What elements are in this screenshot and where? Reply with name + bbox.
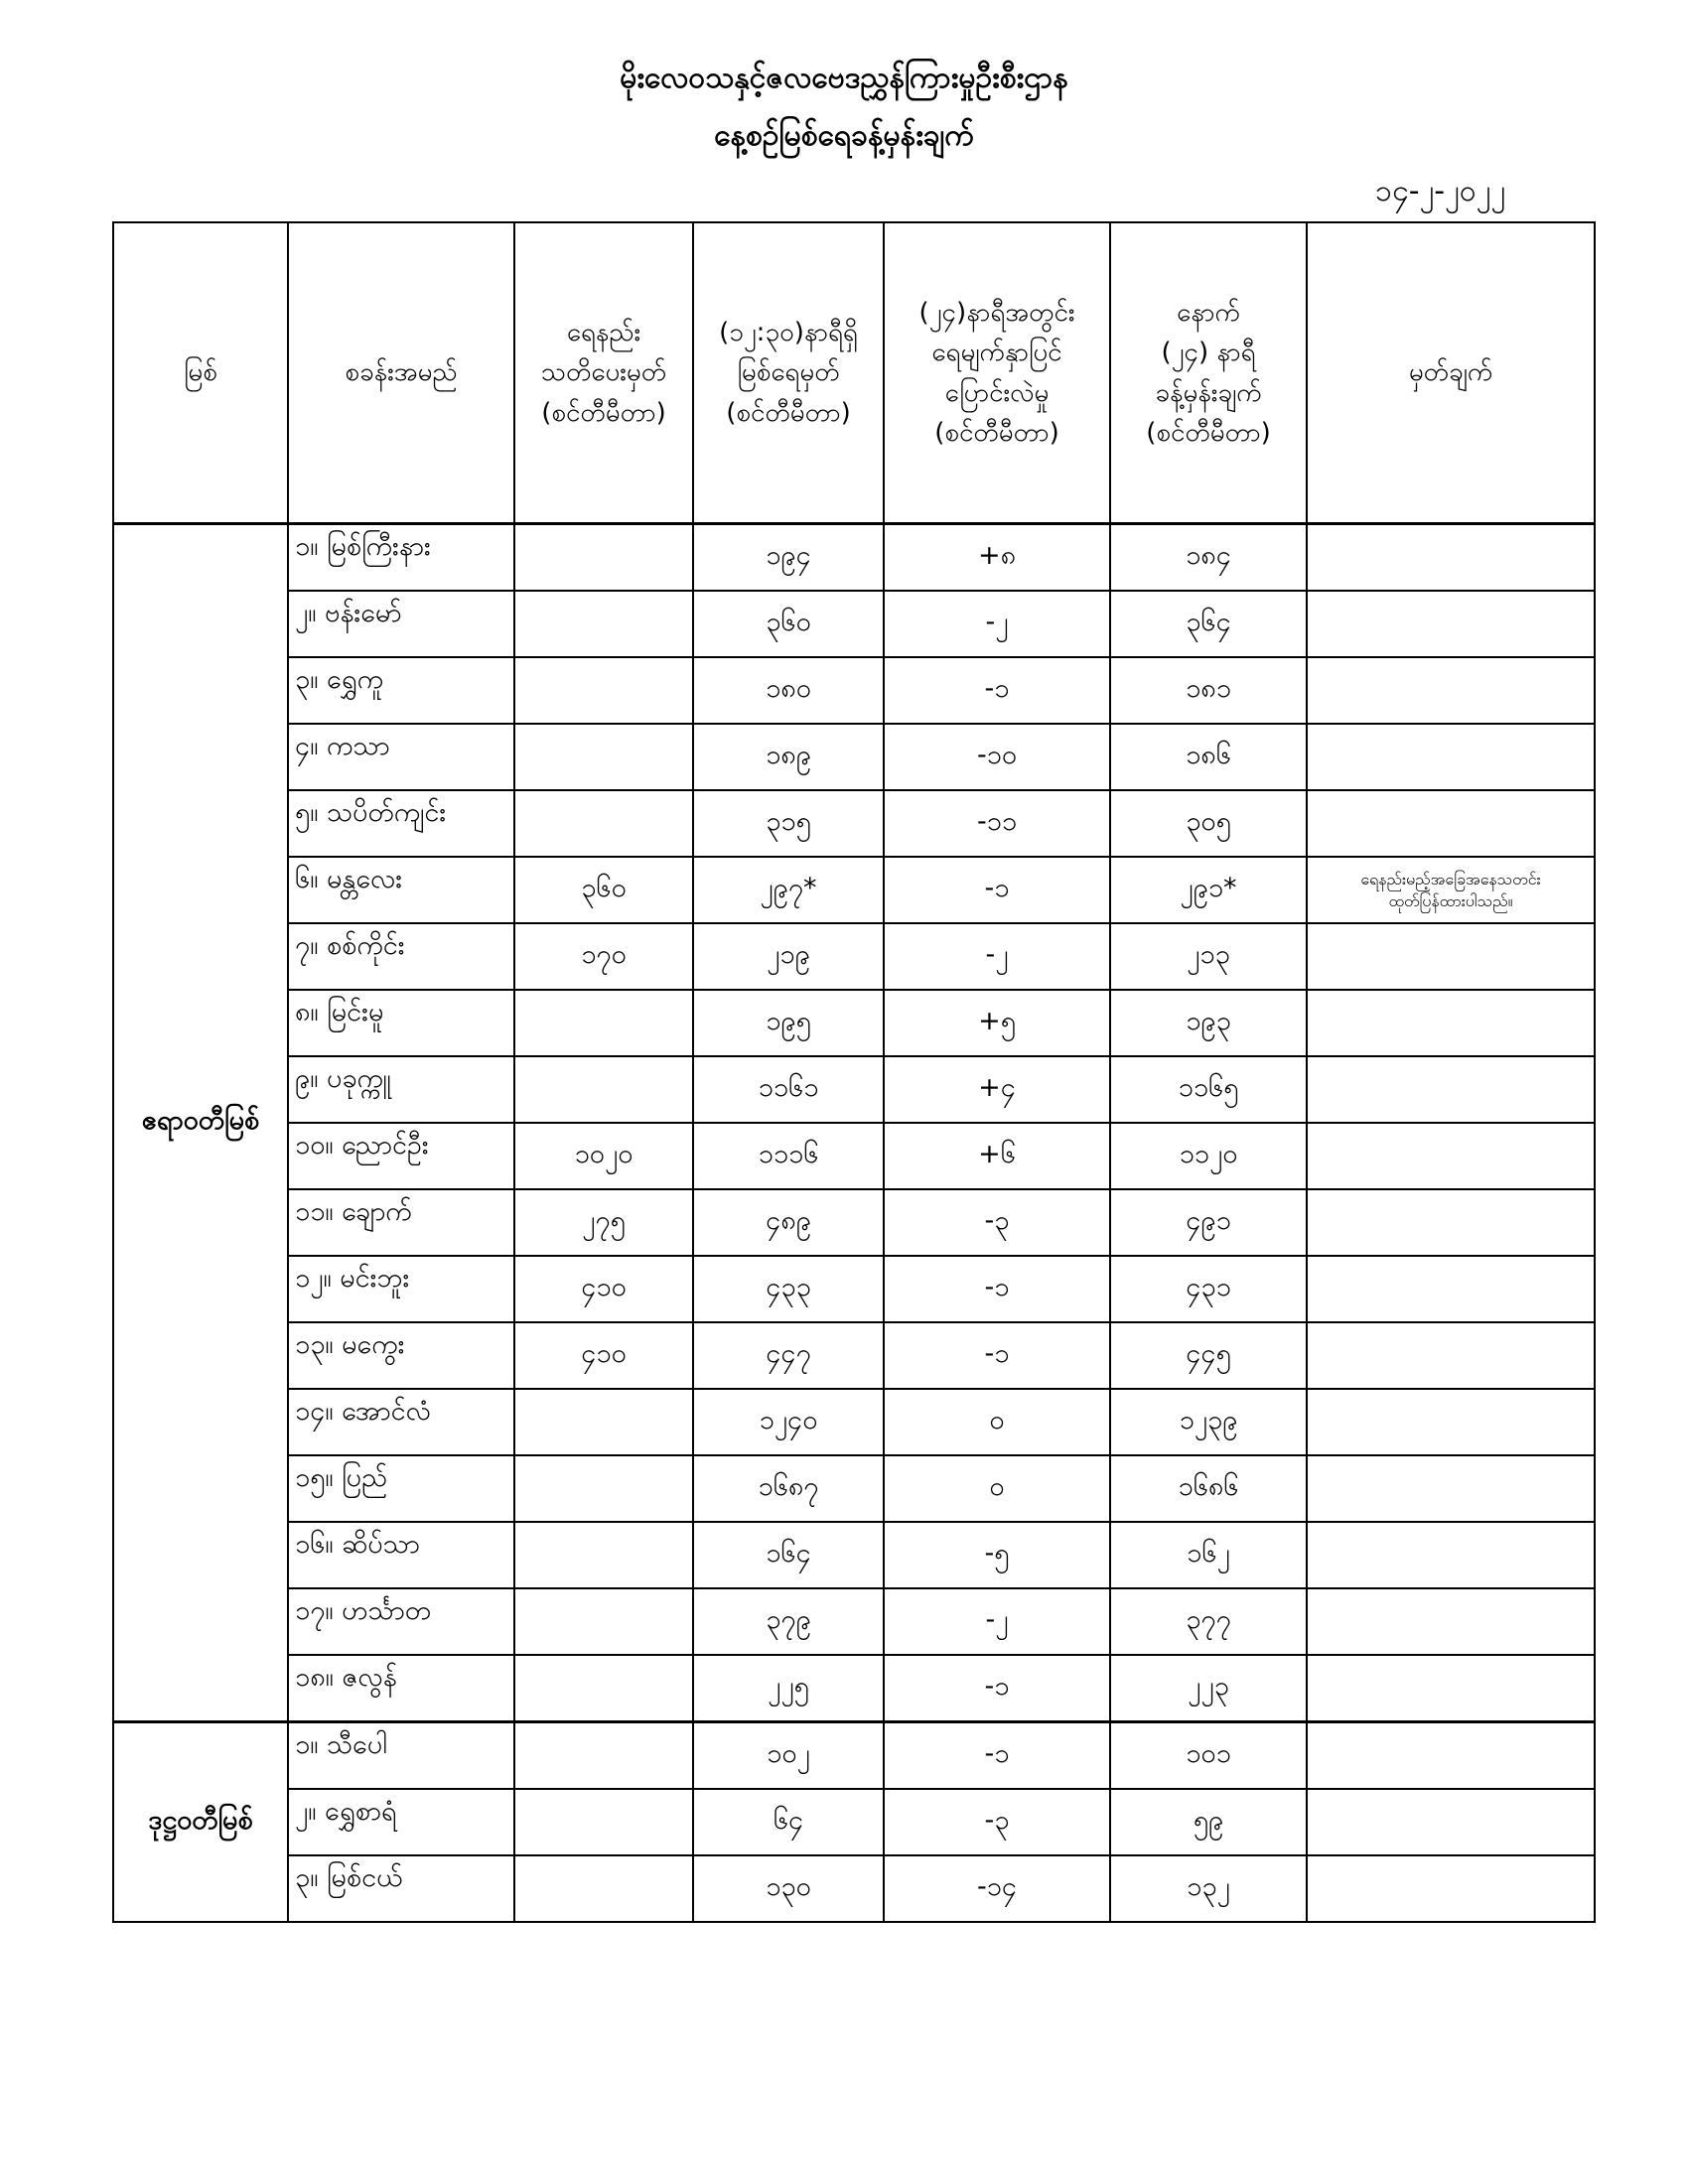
table-row [113, 1855, 1595, 1922]
station-cell: ၁။ သီပေါ [288, 1722, 514, 1790]
forecast-cell: ၂၂၃ [1110, 1655, 1307, 1722]
table-row [113, 1655, 1595, 1722]
remark-cell [1307, 1389, 1595, 1455]
water-level-cell: ၁၆၄ [693, 1522, 884, 1588]
station-cell: ၁၇။ ဟင်္သာတ [288, 1588, 514, 1655]
change-cell: -၁ [884, 857, 1110, 923]
remark-cell [1307, 790, 1595, 857]
change-cell: ၀ [884, 1455, 1110, 1522]
report-date: ၁၄-၂-၂၀၂၂ [1375, 174, 1506, 208]
remark-line: ရေနည်းမည့်အခြေအနေသတင်း [1360, 869, 1541, 888]
danger-level-cell [514, 790, 693, 857]
header-row [113, 222, 1595, 524]
table-row [113, 1588, 1595, 1655]
water-level-cell: ၁၈၉ [693, 724, 884, 790]
remark-cell [1307, 1455, 1595, 1522]
change-cell: -၁ [884, 1655, 1110, 1722]
water-level-cell: ၁၉၅ [693, 990, 884, 1056]
station-cell: ၁၃။ မကွေး [288, 1322, 514, 1389]
change-cell: -၁၁ [884, 790, 1110, 857]
change-cell: -၂ [884, 591, 1110, 657]
remark-cell [1307, 1655, 1595, 1722]
table-row [113, 1123, 1595, 1189]
water-level-cell: ၃၇၉ [693, 1588, 884, 1655]
station-cell: ၄။ ကသာ [288, 724, 514, 790]
change-cell: -၃ [884, 1189, 1110, 1256]
table-row [113, 1789, 1595, 1855]
header-forecast: နောက် (၂၄) နာရီ ခန့်မှန်းချက် (စင်တီမီတာ) [1110, 222, 1307, 524]
danger-level-cell: ၁၀၂၀ [514, 1123, 693, 1189]
water-level-cell: ၂၁၉ [693, 923, 884, 990]
water-level-cell: ၃၁၅ [693, 790, 884, 857]
forecast-cell: ၁၉၃ [1110, 990, 1307, 1056]
forecast-cell: ၁၈၁ [1110, 657, 1307, 724]
danger-level-cell [514, 524, 693, 592]
danger-level-cell: ၄၁၀ [514, 1256, 693, 1322]
table-row [113, 1455, 1595, 1522]
remark-cell [1307, 1789, 1595, 1855]
remark-cell [1307, 1123, 1595, 1189]
remark-cell [1307, 1056, 1595, 1123]
forecast-cell: ၂၁၃ [1110, 923, 1307, 990]
header-remark: မှတ်ချက် [1307, 222, 1595, 524]
danger-level-cell [514, 1855, 693, 1922]
water-level-cell: ၂၉၇* [693, 857, 884, 923]
remark-cell [1307, 591, 1595, 657]
danger-level-cell [514, 591, 693, 657]
water-level-cell: ၁၆၈၇ [693, 1455, 884, 1522]
forecast-cell: ၁၈၆ [1110, 724, 1307, 790]
change-cell: -၁ [884, 657, 1110, 724]
danger-level-cell: ၄၁၀ [514, 1322, 693, 1389]
change-cell: -၁ [884, 1722, 1110, 1790]
table-row [113, 1322, 1595, 1389]
forecast-cell: ၃၀၅ [1110, 790, 1307, 857]
table-row [113, 524, 1595, 592]
table-row [113, 1722, 1595, 1790]
change-cell: +၆ [884, 1123, 1110, 1189]
table-row [113, 990, 1595, 1056]
remark-cell [1307, 857, 1595, 923]
water-level-cell: ၄၄၇ [693, 1322, 884, 1389]
document-title: မိုးလေဝသနှင့်ဇလဗေဒညွှန်ကြားမှုဦးစီးဌာန [620, 61, 1068, 95]
table-row [113, 591, 1595, 657]
forecast-cell: ၄၉၁ [1110, 1189, 1307, 1256]
table-row [113, 923, 1595, 990]
station-cell: ၁၆။ ဆိပ်သာ [288, 1522, 514, 1588]
danger-level-cell [514, 990, 693, 1056]
remark-cell [1307, 1722, 1595, 1790]
water-level-cell: ၃၆၀ [693, 591, 884, 657]
change-cell: -၁၄ [884, 1855, 1110, 1922]
station-cell: ၁၂။ မင်းဘူး [288, 1256, 514, 1322]
water-level-cell: ၄၃၃ [693, 1256, 884, 1322]
station-cell: ၃။ ရွှေကူ [288, 657, 514, 724]
water-level-cell: ၁၁၁၆ [693, 1123, 884, 1189]
forecast-cell: ၁၁၆၅ [1110, 1056, 1307, 1123]
water-level-cell: ၁၉၄ [693, 524, 884, 592]
change-cell: -၂ [884, 923, 1110, 990]
remark-cell [1307, 923, 1595, 990]
danger-level-cell: ၁၇၀ [514, 923, 693, 990]
danger-level-cell [514, 1722, 693, 1790]
station-cell: ၁၈။ ဇလွန် [288, 1655, 514, 1722]
forecast-cell: ၅၉ [1110, 1789, 1307, 1855]
station-cell: ၆။ မန္တလေး [288, 857, 514, 923]
water-level-cell: ၁၁၆၁ [693, 1056, 884, 1123]
remark-cell [1307, 990, 1595, 1056]
change-cell: -၃ [884, 1789, 1110, 1855]
table-row [113, 724, 1595, 790]
change-cell: -၂ [884, 1588, 1110, 1655]
danger-level-cell [514, 1455, 693, 1522]
water-level-cell: ၁၀၂ [693, 1722, 884, 1790]
water-level-cell: ၁၈၀ [693, 657, 884, 724]
change-cell: +၅ [884, 990, 1110, 1056]
danger-level-cell: ၃၆၀ [514, 857, 693, 923]
table-row [113, 1522, 1595, 1588]
remark-cell [1307, 524, 1595, 592]
remark-cell [1307, 1855, 1595, 1922]
table-row [113, 1256, 1595, 1322]
station-cell: ၉။ ပခုက္ကူ [288, 1056, 514, 1123]
station-cell: ၅။ သပိတ်ကျင်း [288, 790, 514, 857]
station-cell: ၂။ ရွှေစာရံ [288, 1789, 514, 1855]
table-row [113, 657, 1595, 724]
change-cell: -၁ [884, 1322, 1110, 1389]
danger-level-cell: ၂၇၅ [514, 1189, 693, 1256]
danger-level-cell [514, 1588, 693, 1655]
river-forecast-table [112, 221, 1596, 1923]
remark-cell [1307, 1588, 1595, 1655]
station-cell: ၈။ မြင်းမူ [288, 990, 514, 1056]
forecast-cell: ၂၉၁* [1110, 857, 1307, 923]
remark-line: ထုတ်ပြန်ထားပါသည်။ [1388, 890, 1513, 910]
station-cell: ၁၁။ ချောက် [288, 1189, 514, 1256]
forecast-cell: ၃၇၇ [1110, 1588, 1307, 1655]
forecast-cell: ၁၀၁ [1110, 1722, 1307, 1790]
header-river: မြစ် [113, 222, 288, 524]
table-row [113, 1189, 1595, 1256]
danger-level-cell [514, 657, 693, 724]
station-cell: ၁။ မြစ်ကြီးနား [288, 524, 514, 592]
header-24h-change: (၂၄)နာရီအတွင်း ရေမျက်နှာပြင် ပြောင်းလဲမှု (စင်တီမီတာ) [884, 222, 1110, 524]
water-level-cell: ၄၈၉ [693, 1189, 884, 1256]
water-level-cell: ၂၂၅ [693, 1655, 884, 1722]
remark-cell [1307, 1322, 1595, 1389]
station-cell: ၁၄။ အောင်လံ [288, 1389, 514, 1455]
danger-level-cell [514, 1056, 693, 1123]
forecast-cell: ၄၄၅ [1110, 1322, 1307, 1389]
river-name-cell: ဒုဋ္ဌဝတီမြစ် [113, 1722, 288, 1923]
forecast-cell: ၁၆၈၆ [1110, 1455, 1307, 1522]
change-cell: +၈ [884, 524, 1110, 592]
forecast-cell: ၁၆၂ [1110, 1522, 1307, 1588]
change-cell: -၅ [884, 1522, 1110, 1588]
station-cell: ၃။ မြစ်ငယ် [288, 1855, 514, 1922]
station-cell: ၇။ စစ်ကိုင်း [288, 923, 514, 990]
danger-level-cell [514, 1522, 693, 1588]
danger-level-cell [514, 724, 693, 790]
river-name-cell: ဧရာဝတီမြစ် [113, 524, 288, 1722]
forecast-cell: ၁၈၄ [1110, 524, 1307, 592]
forecast-cell: ၄၃၁ [1110, 1256, 1307, 1322]
water-level-cell: ၆၄ [693, 1789, 884, 1855]
station-cell: ၁၅။ ပြည် [288, 1455, 514, 1522]
table-row [113, 1389, 1595, 1455]
change-cell: ၀ [884, 1389, 1110, 1455]
forecast-cell: ၃၆၄ [1110, 591, 1307, 657]
table-row [113, 857, 1595, 923]
change-cell: -၁ [884, 1256, 1110, 1322]
remark-cell [1307, 1256, 1595, 1322]
forecast-cell: ၁၂၃၉ [1110, 1389, 1307, 1455]
change-cell: +၄ [884, 1056, 1110, 1123]
forecast-cell: ၁၁၂၀ [1110, 1123, 1307, 1189]
remark-cell [1307, 724, 1595, 790]
danger-level-cell [514, 1655, 693, 1722]
table-row [113, 790, 1595, 857]
header-danger-level: ရေနည်း သတိပေးမှတ် (စင်တီမီတာ) [514, 222, 693, 524]
water-level-cell: ၁၂၄၀ [693, 1389, 884, 1455]
station-cell: ၁၀။ ညောင်ဦး [288, 1123, 514, 1189]
station-cell: ၂။ ဗန်းမော် [288, 591, 514, 657]
document-subtitle: နေ့စဉ်မြစ်ရေခန့်မှန်းချက် [714, 118, 974, 153]
table-body [113, 524, 1595, 1923]
water-level-cell: ၁၃၀ [693, 1855, 884, 1922]
header-station: စခန်းအမည် [288, 222, 514, 524]
table-row [113, 1056, 1595, 1123]
remark-cell [1307, 657, 1595, 724]
forecast-cell: ၁၃၂ [1110, 1855, 1307, 1922]
danger-level-cell [514, 1389, 693, 1455]
header-water-level: (၁၂:၃၀)နာရီရှိ မြစ်ရေမှတ် (စင်တီမီတာ) [693, 222, 884, 524]
danger-level-cell [514, 1789, 693, 1855]
remark-cell [1307, 1522, 1595, 1588]
remark-cell [1307, 1189, 1595, 1256]
change-cell: -၁၀ [884, 724, 1110, 790]
